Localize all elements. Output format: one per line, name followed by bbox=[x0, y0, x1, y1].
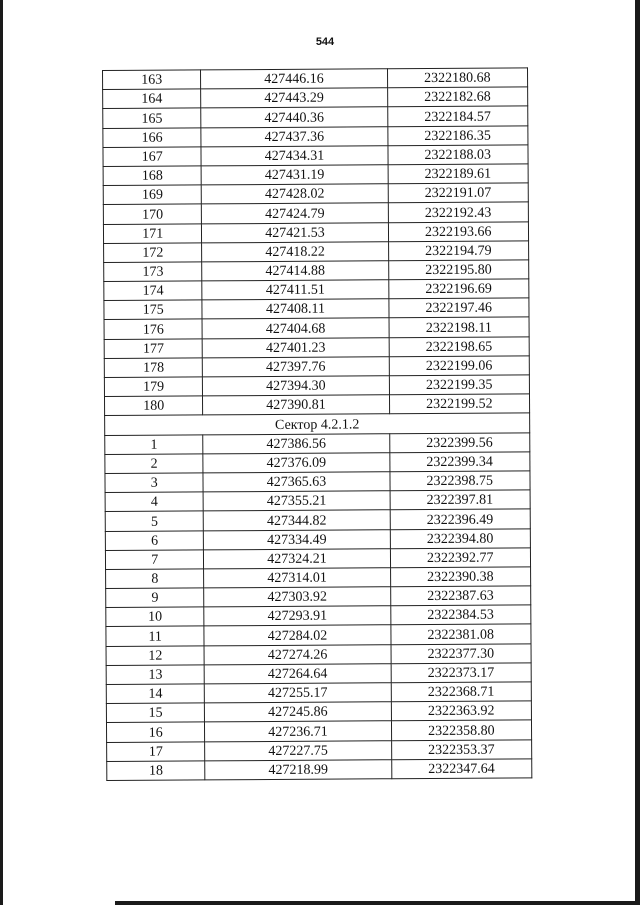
y-coordinate-cell: 2322199.35 bbox=[389, 375, 530, 395]
table-row bbox=[106, 644, 531, 666]
y-coordinate-cell: 2322363.92 bbox=[391, 701, 532, 721]
point-number-cell: 14 bbox=[106, 684, 205, 704]
y-coordinate-cell: 2322390.38 bbox=[390, 567, 531, 587]
table-row bbox=[104, 298, 529, 320]
point-number-cell: 4 bbox=[105, 492, 204, 512]
y-coordinate-cell: 2322368.71 bbox=[391, 682, 532, 702]
y-coordinate-cell: 2322191.07 bbox=[388, 183, 529, 203]
x-coordinate-cell: 427428.02 bbox=[202, 184, 388, 204]
x-coordinate-cell: 427227.75 bbox=[205, 740, 391, 760]
table-row bbox=[104, 260, 529, 282]
x-coordinate-cell: 427431.19 bbox=[202, 165, 388, 185]
table-row bbox=[103, 106, 528, 128]
point-number-cell: 5 bbox=[105, 511, 204, 531]
x-coordinate-cell: 427274.26 bbox=[204, 644, 390, 664]
x-coordinate-cell: 427404.68 bbox=[202, 318, 388, 338]
table-row bbox=[107, 759, 532, 781]
point-number-cell: 11 bbox=[106, 626, 205, 646]
y-coordinate-cell: 2322182.68 bbox=[387, 87, 528, 107]
y-coordinate-cell: 2322196.69 bbox=[388, 279, 529, 299]
table-row bbox=[104, 241, 529, 263]
table-row bbox=[106, 605, 531, 627]
y-coordinate-cell: 2322384.53 bbox=[390, 605, 531, 625]
point-number-cell: 13 bbox=[106, 665, 205, 685]
x-coordinate-cell: 427284.02 bbox=[204, 625, 390, 645]
x-coordinate-cell: 427293.91 bbox=[204, 606, 390, 626]
point-number-cell: 10 bbox=[106, 607, 205, 627]
x-coordinate-cell: 427408.11 bbox=[202, 299, 388, 319]
point-number-cell: 12 bbox=[106, 646, 205, 666]
point-number-cell: 8 bbox=[106, 569, 205, 589]
x-coordinate-cell: 427355.21 bbox=[204, 491, 390, 511]
x-coordinate-cell: 427218.99 bbox=[205, 759, 391, 779]
y-coordinate-cell: 2322396.49 bbox=[390, 509, 531, 529]
y-coordinate-cell: 2322358.80 bbox=[391, 720, 532, 740]
y-coordinate-cell: 2322199.06 bbox=[389, 356, 530, 376]
y-coordinate-cell: 2322399.34 bbox=[389, 452, 530, 472]
table-row bbox=[103, 202, 528, 224]
table-row bbox=[103, 183, 528, 205]
y-coordinate-cell: 2322192.43 bbox=[388, 202, 529, 222]
x-coordinate-cell: 427386.56 bbox=[203, 433, 389, 453]
x-coordinate-cell: 427437.36 bbox=[201, 126, 387, 146]
x-coordinate-cell: 427376.09 bbox=[203, 453, 389, 473]
y-coordinate-cell: 2322397.81 bbox=[390, 490, 531, 510]
x-coordinate-cell: 427411.51 bbox=[202, 280, 388, 300]
table-row bbox=[106, 586, 531, 608]
y-coordinate-cell: 2322180.68 bbox=[387, 68, 528, 88]
y-coordinate-cell: 2322193.66 bbox=[388, 221, 529, 241]
point-number-cell: 169 bbox=[103, 185, 202, 205]
table-row bbox=[103, 145, 528, 167]
point-number-cell: 166 bbox=[103, 127, 202, 147]
x-coordinate-cell: 427443.29 bbox=[201, 88, 387, 108]
y-coordinate-cell: 2322392.77 bbox=[390, 548, 531, 568]
table-row bbox=[105, 490, 530, 512]
y-coordinate-cell: 2322188.03 bbox=[387, 145, 528, 165]
y-coordinate-cell: 2322347.64 bbox=[391, 759, 532, 779]
y-coordinate-cell: 2322198.65 bbox=[389, 337, 530, 357]
x-coordinate-cell: 427264.64 bbox=[205, 664, 391, 684]
point-number-cell: 2 bbox=[105, 454, 204, 474]
scan-border-left bbox=[0, 0, 3, 905]
x-coordinate-cell: 427418.22 bbox=[202, 241, 388, 261]
table-row bbox=[106, 624, 531, 646]
table-row bbox=[103, 68, 528, 90]
point-number-cell: 171 bbox=[103, 223, 202, 243]
point-number-cell: 7 bbox=[105, 550, 204, 570]
point-number-cell: 179 bbox=[104, 377, 203, 397]
x-coordinate-cell: 427390.81 bbox=[203, 395, 389, 415]
page-number: 544 bbox=[315, 36, 335, 48]
point-number-cell: 18 bbox=[107, 761, 206, 781]
table-row bbox=[105, 528, 530, 550]
point-number-cell: 17 bbox=[107, 741, 206, 761]
coordinates-table-body bbox=[103, 68, 532, 781]
table-row bbox=[103, 164, 528, 186]
y-coordinate-cell: 2322184.57 bbox=[387, 106, 528, 126]
point-number-cell: 180 bbox=[104, 396, 203, 416]
y-coordinate-cell: 2322373.17 bbox=[391, 663, 532, 683]
table-row bbox=[104, 317, 529, 339]
y-coordinate-cell: 2322189.61 bbox=[388, 164, 529, 184]
x-coordinate-cell: 427424.79 bbox=[202, 203, 388, 223]
point-number-cell: 174 bbox=[104, 281, 203, 301]
x-coordinate-cell: 427236.71 bbox=[205, 721, 391, 741]
point-number-cell: 165 bbox=[103, 108, 202, 128]
point-number-cell: 3 bbox=[105, 473, 204, 493]
y-coordinate-cell: 2322186.35 bbox=[387, 125, 528, 145]
sector-heading: Сектор 4.2.1.2 bbox=[105, 413, 530, 435]
point-number-cell: 1 bbox=[105, 434, 204, 454]
sector-heading-row bbox=[105, 413, 530, 435]
y-coordinate-cell: 2322197.46 bbox=[388, 298, 529, 318]
x-coordinate-cell: 427434.31 bbox=[201, 146, 387, 166]
y-coordinate-cell: 2322353.37 bbox=[391, 739, 532, 759]
table-row bbox=[106, 720, 531, 742]
point-number-cell: 176 bbox=[104, 319, 203, 339]
y-coordinate-cell: 2322194.79 bbox=[388, 241, 529, 261]
point-number-cell: 168 bbox=[103, 166, 202, 186]
x-coordinate-cell: 427414.88 bbox=[202, 261, 388, 281]
x-coordinate-cell: 427344.82 bbox=[204, 510, 390, 530]
scan-border-bottom bbox=[115, 901, 640, 905]
table-row bbox=[105, 471, 530, 493]
x-coordinate-cell: 427303.92 bbox=[204, 587, 390, 607]
table-row bbox=[104, 375, 529, 397]
scan-border-right bbox=[635, 0, 640, 905]
point-number-cell: 177 bbox=[104, 339, 203, 359]
x-coordinate-cell: 427324.21 bbox=[204, 548, 390, 568]
y-coordinate-cell: 2322394.80 bbox=[390, 528, 531, 548]
table-row bbox=[105, 452, 530, 474]
x-coordinate-cell: 427245.86 bbox=[205, 702, 391, 722]
x-coordinate-cell: 427421.53 bbox=[202, 222, 388, 242]
point-number-cell: 16 bbox=[106, 722, 205, 742]
y-coordinate-cell: 2322387.63 bbox=[390, 586, 531, 606]
point-number-cell: 172 bbox=[104, 243, 203, 263]
table-row bbox=[105, 548, 530, 570]
table-row bbox=[103, 221, 528, 243]
y-coordinate-cell: 2322198.11 bbox=[389, 317, 530, 337]
table-row bbox=[104, 394, 529, 416]
table-row bbox=[105, 509, 530, 531]
point-number-cell: 163 bbox=[103, 70, 202, 90]
table-row bbox=[104, 337, 529, 359]
table-row bbox=[104, 279, 529, 301]
table-row bbox=[106, 701, 531, 723]
x-coordinate-cell: 427255.17 bbox=[205, 683, 391, 703]
x-coordinate-cell: 427394.30 bbox=[203, 376, 389, 396]
x-coordinate-cell: 427446.16 bbox=[201, 69, 387, 89]
x-coordinate-cell: 427314.01 bbox=[204, 568, 390, 588]
point-number-cell: 167 bbox=[103, 147, 202, 167]
table-row bbox=[105, 432, 530, 454]
x-coordinate-cell: 427397.76 bbox=[203, 357, 389, 377]
point-number-cell: 15 bbox=[106, 703, 205, 723]
table-row bbox=[106, 682, 531, 704]
x-coordinate-cell: 427334.49 bbox=[204, 529, 390, 549]
point-number-cell: 173 bbox=[104, 262, 203, 282]
y-coordinate-cell: 2322199.52 bbox=[389, 394, 530, 414]
point-number-cell: 6 bbox=[105, 530, 204, 550]
point-number-cell: 164 bbox=[103, 89, 202, 109]
coordinates-table bbox=[102, 67, 532, 781]
y-coordinate-cell: 2322377.30 bbox=[391, 644, 532, 664]
table-row bbox=[106, 567, 531, 589]
table-row bbox=[103, 87, 528, 109]
table-row bbox=[104, 356, 529, 378]
table-row bbox=[103, 125, 528, 147]
y-coordinate-cell: 2322381.08 bbox=[390, 624, 531, 644]
table-row bbox=[107, 739, 532, 761]
y-coordinate-cell: 2322195.80 bbox=[388, 260, 529, 280]
y-coordinate-cell: 2322398.75 bbox=[389, 471, 530, 491]
point-number-cell: 9 bbox=[106, 588, 205, 608]
x-coordinate-cell: 427440.36 bbox=[201, 107, 387, 127]
x-coordinate-cell: 427365.63 bbox=[203, 472, 389, 492]
table-row bbox=[106, 663, 531, 685]
x-coordinate-cell: 427401.23 bbox=[203, 337, 389, 357]
y-coordinate-cell: 2322399.56 bbox=[389, 432, 530, 452]
point-number-cell: 175 bbox=[104, 300, 203, 320]
point-number-cell: 178 bbox=[104, 358, 203, 378]
point-number-cell: 170 bbox=[103, 204, 202, 224]
